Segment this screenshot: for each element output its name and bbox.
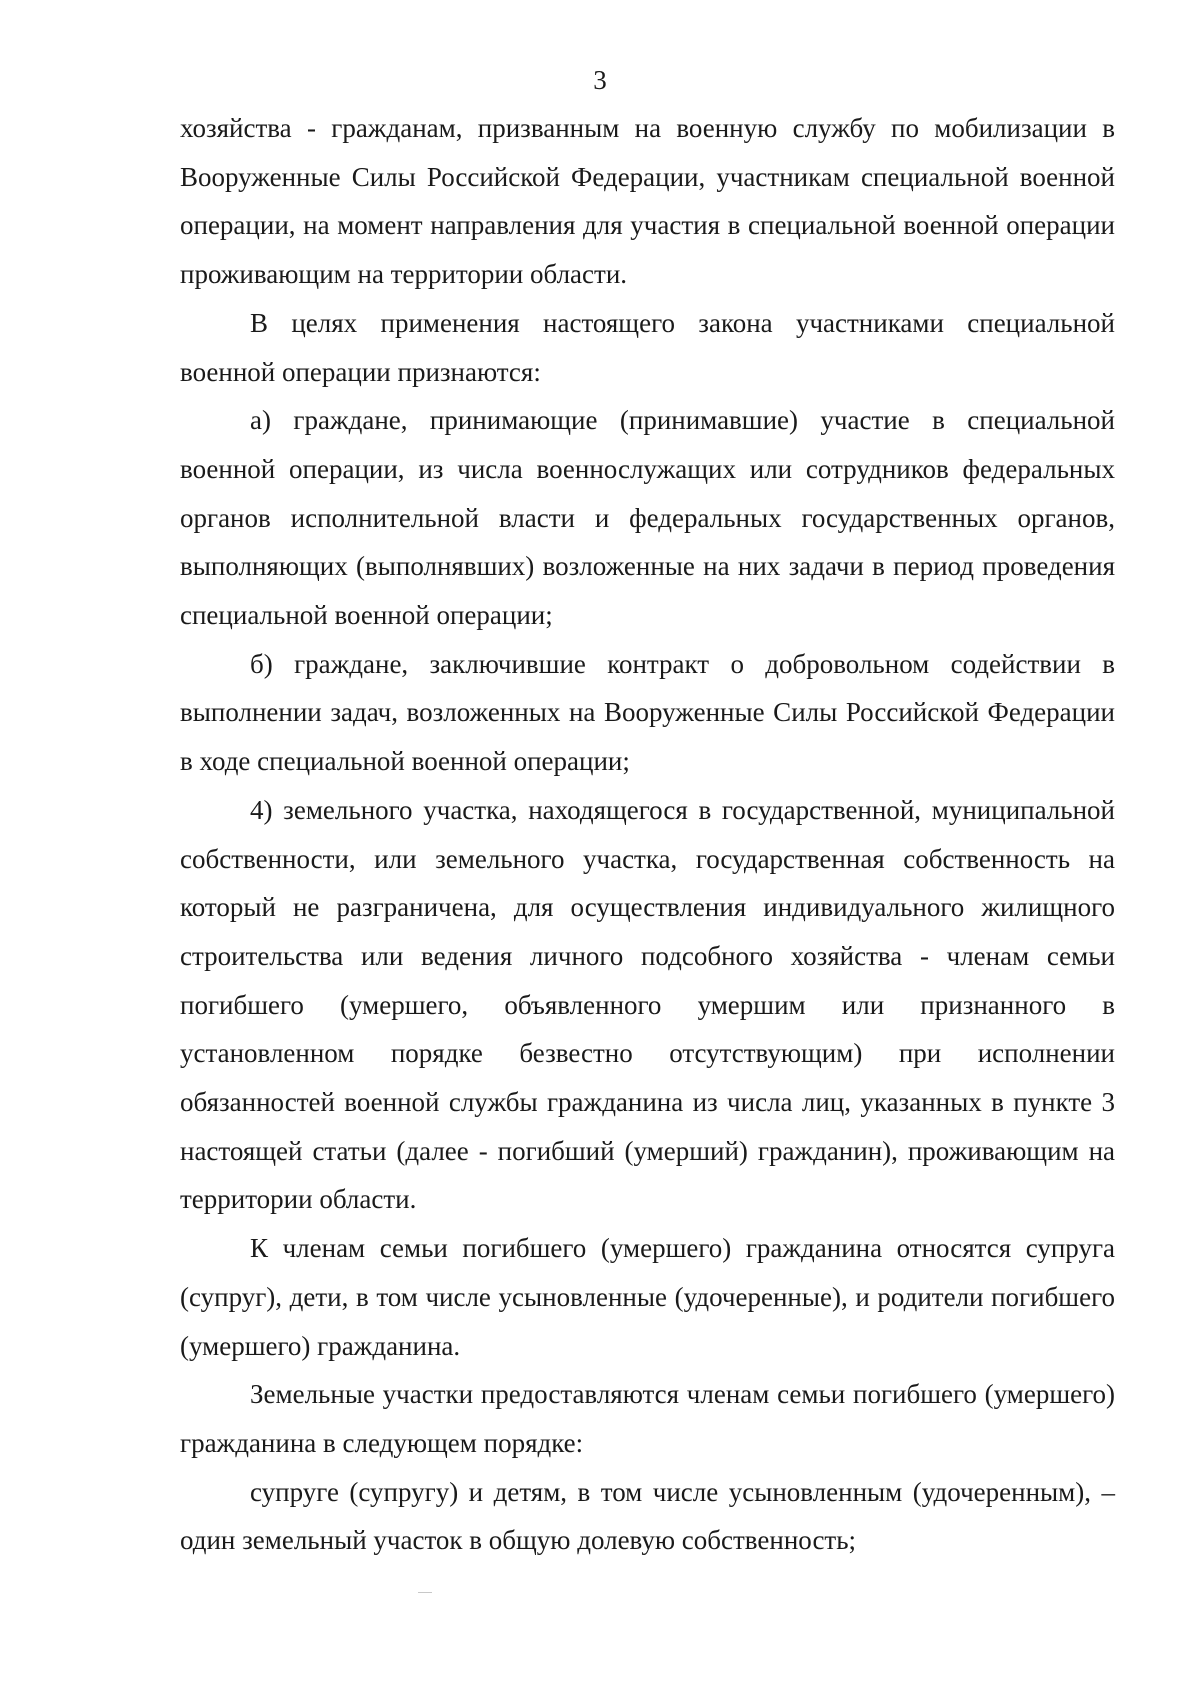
paragraph-family-members: К членам семьи погибшего (умершего) гражданина относятся супруга (супруг), дети, в том числе усыновленные (удочеренные), и родители погибшего (умершего) гражданина. xyxy=(180,1233,1115,1361)
scan-artifact xyxy=(418,1592,432,1593)
paragraph-item-a: а) граждане, принимающие (принимавшие) участие в специальной военной операции, из числа военнослужащих или сотрудников федеральных органов исполнительной власти и федеральных государственных органов, выполняющих (выполнявших) возложенные на них задачи в период проведения специальной военной операции; xyxy=(180,405,1115,631)
paragraph-allocation-order: Земельные участки предоставляются членам семьи погибшего (умершего) гражданина в следующем порядке: xyxy=(180,1379,1115,1458)
paragraph-item-4: 4) земельного участка, находящегося в государственной, муниципальной собственности, или земельного участка, государственная собственность на который не разграничена, для осуществления индивидуального жилищного строительства или ведения личного подсобного хозяйства - членам семьи погибшего (умершего, объявленного умершим или признанного в установленном порядке безвестно отсутствующим) при исполнении обязанностей военной службы гражданина из числа лиц, указанных в пункте 3 настоящей статьи (далее - погибший (умерший) гражданин), проживающим на территории области. xyxy=(180,794,1115,1215)
paragraph-spouse-children: супруге (супругу) и детям, в том числе усыновленным (удочеренным), – один земельный участок в общую долевую собственность; xyxy=(180,1476,1115,1556)
paragraph-definition-intro: В целях применения настоящего закона участниками специальной военной операции признаются: xyxy=(180,307,1115,387)
paragraph-item-b: б) граждане, заключившие контракт о добровольном содействии в выполнении задач, возложенных на Вооруженные Силы Российской Федерации в ходе специальной военной операции; xyxy=(180,648,1115,777)
page-number: 3 xyxy=(593,65,607,95)
document-body xyxy=(180,104,1115,1565)
paragraph-continuation: хозяйства - гражданам, призванным на военную службу по мобилизации в Вооруженные Силы Российской Федерации, участникам специальной военной операции, на момент направления для участия в специальной военной операции проживающим на территории области. xyxy=(180,113,1115,290)
